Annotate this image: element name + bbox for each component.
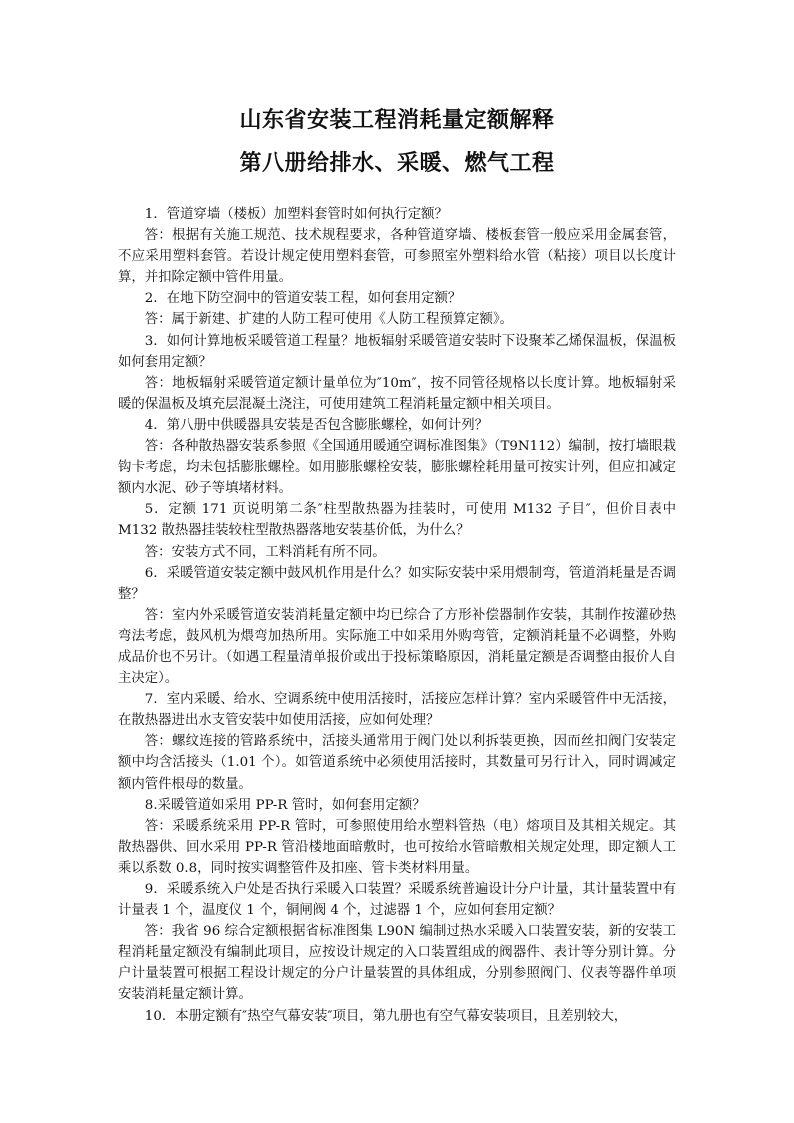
paragraph: 答：属于新建、扩建的人防工程可使用《人防工程预算定额》。: [144, 312, 514, 328]
paragraph: 答：采暖系统采用 PP-R 管时，可参照使用给水塑料管热（电）熔项目及其相关规定。其散热器供、回水采用 PP-R 管沿楼地面暗敷时，也可按给水管暗敷相关规定处理，即定额人工乘以系数 0.8，同时按实调整管件及扣座、管卡类材料用量。: [118, 818, 676, 876]
paragraph: 2．在地下防空洞中的管道安装工程，如何套用定额？: [144, 291, 462, 307]
paragraph: 答：我省 96 综合定额根据省标准图集 L90N 编制过热水采暖入口装置安装，新的安装工程消耗量定额没有编制此项目，应按设计规定的入口装置组成的阀器件、表计等分别计算。分户计量装置可根据工程设计规定的分户计量装置的具体组成，分别参照阀门、仪表等器件单项安装消耗量定额计算。: [118, 924, 676, 1003]
paragraph: 5．定额 171 页说明第二条″柱型散热器为挂装时，可使用 M132 子目″，但价目表中 M132 散热器挂装较柱型散热器落地安装基价低，为什么？: [118, 502, 676, 539]
paragraph: 3．如何计算地板采暖管道工程量？地板辐射采暖管道安装时下设聚苯乙烯保温板，保温板如何套用定额？: [118, 333, 676, 370]
document-title: 山东省安装工程消耗量定额解释: [239, 107, 555, 133]
paragraph: 9．采暖系统入户处是否执行采暖入口装置？采暖系统普遍设计分户计量，其计量装置中有计量表 1 个，温度仪 1 个，铜闸阀 4 个，过滤器 1 个，应如何套用定额？: [118, 882, 676, 919]
paragraph: 7．室内采暖、给水、空调系统中使用活接时，活接应怎样计算？室内采暖管件中无活接，在散热器进出水支管安装中如使用活接，应如何处理？: [118, 692, 676, 729]
paragraph: 答：地板辐射采暖管道定额计量单位为″10m″，按不同管径规格以长度计算。地板辐射采暖的保温板及填充层混凝土浇注，可使用建筑工程消耗量定额中相关项目。: [118, 375, 676, 412]
paragraph: 答：室内外采暖管道安装消耗量定额中均已综合了方形补偿器制作安装，其制作按灌砂热弯法考虑，鼓风机为煨弯加热所用。实际施工中如采用外购弯管，定额消耗量不必调整，外购成品价也不另计。（如遇工程量清单报价或出于投标策略原因，消耗量定额是否调整由报价人自主决定）。: [118, 607, 676, 687]
paragraph: 6．采暖管道安装定额中鼓风机作用是什么？如实际安装中采用煨制弯，管道消耗量是否调整？: [118, 565, 676, 602]
paragraph: 10．本册定额有″热空气幕安装″项目，第九册也有空气幕安装项目，且差别较大，: [144, 1008, 628, 1024]
paragraph: 8.采暖管道如采用 PP-R 管时，如何套用定额？: [144, 797, 426, 813]
document-subtitle: 第八册给排水、采暖、燃气工程: [239, 150, 555, 176]
paragraph: 1．管道穿墙（楼板）加塑料套管时如何执行定额？: [144, 207, 448, 222]
paragraph: 答：螺纹连接的管路系统中，活接头通常用于阀门处以利拆装更换，因而丝扣阀门安装定额中均含活接头（1.01 个）。如管道系统中必须使用活接时，其数量可另行计入，同时调减定额内管件根母的数量。: [118, 734, 676, 792]
paragraph: 答：根据有关施工规范、技术规程要求，各种管道穿墙、楼板套管一般应采用金属套管，不应采用塑料套管。若设计规定使用塑料套管，可参照室外塑料给水管（粘接）项目以长度计算，并扣除定额中管件用量。: [118, 228, 676, 286]
document-body: [118, 204, 676, 1027]
paragraph: 答：各种散热器安装系参照《全国通用暖通空调标准图集》（T9N112）编制，按打墙眼栽钩卡考虑，均未包括膨胀螺栓。如用膨胀螺栓安装，膨胀螺栓耗用量可按实计列，但应扣减定额内水泥、砂子等填堵材料。: [118, 439, 676, 497]
paragraph: 答：安装方式不同，工料消耗有所不同。: [144, 544, 386, 560]
paragraph: 4．第八册中供暖器具安装是否包含膨胀螺栓，如何计列？: [144, 417, 489, 433]
